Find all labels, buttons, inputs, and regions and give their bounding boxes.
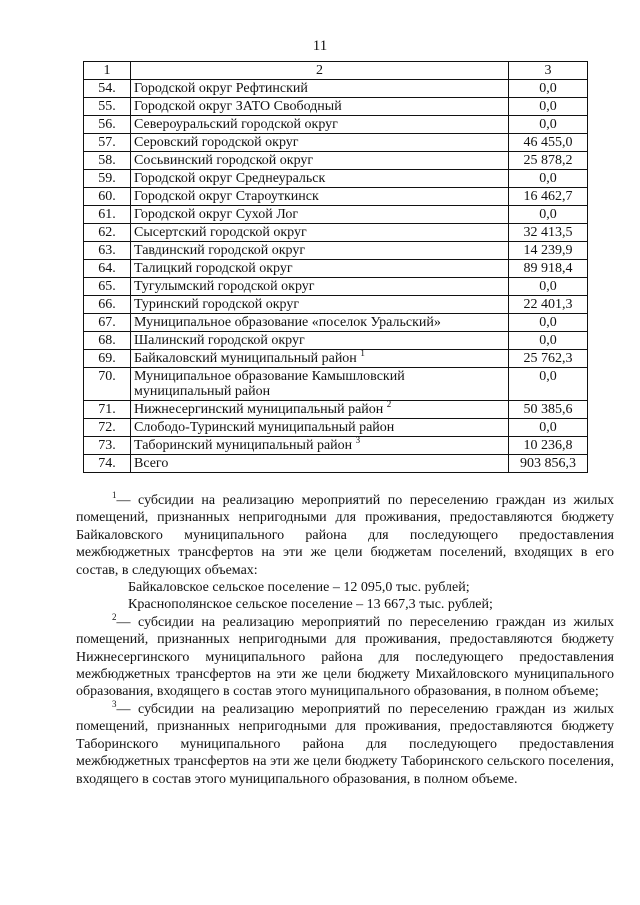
row-municipality (131, 224, 509, 242)
row-municipality-name: Городской округ Староуткинск (134, 189, 319, 204)
table-row (84, 419, 588, 437)
footnote-1 (76, 492, 614, 579)
row-municipality-name: Городской округ ЗАТО Свободный (134, 99, 342, 114)
row-footnote-mark: 2 (386, 399, 392, 409)
footnotes (76, 492, 614, 788)
row-number: 54. (84, 80, 131, 98)
row-number: 70. (84, 368, 131, 401)
table-row (84, 332, 588, 350)
row-number: 66. (84, 296, 131, 314)
table-row (84, 401, 588, 419)
row-footnote-mark: 1 (360, 348, 365, 358)
row-amount: 0,0 (509, 206, 588, 224)
row-amount: 32 413,5 (509, 224, 588, 242)
row-number: 62. (84, 224, 131, 242)
row-municipality-name: Тугулымский городской округ (134, 279, 315, 294)
row-amount: 14 239,9 (509, 242, 588, 260)
row-amount: 10 236,8 (509, 437, 588, 455)
row-amount: 50 385,6 (509, 401, 588, 419)
table-row (84, 242, 588, 260)
footnote-3 (76, 698, 614, 788)
row-amount: 0,0 (509, 419, 588, 437)
row-municipality (131, 419, 509, 437)
row-amount: 25 878,2 (509, 152, 588, 170)
footnote-3-text: — субсидии на реализацию мероприятий по переселению граждан из жилых помещений, признанных непригодными для проживания, предоставляются бюджету Таборинского муниципального района для последующего предоставления межбюджетных трансфертов на эти же цели бюджету Таборинского сельского поселения, входящего в состав этого муниципального образования, в полном объеме. (76, 701, 614, 787)
row-municipality (131, 401, 509, 419)
row-number: 65. (84, 278, 131, 296)
row-municipality (131, 152, 509, 170)
row-amount: 89 918,4 (509, 260, 588, 278)
row-municipality (131, 368, 509, 401)
row-municipality (131, 455, 509, 473)
row-amount: 0,0 (509, 332, 588, 350)
row-municipality (131, 80, 509, 98)
row-municipality (131, 278, 509, 296)
row-number: 59. (84, 170, 131, 188)
table-row (84, 206, 588, 224)
row-number: 60. (84, 188, 131, 206)
row-municipality-name: Байкаловский муниципальный район (134, 351, 357, 366)
table-row (84, 134, 588, 152)
page-number: 11 (312, 38, 328, 54)
row-number: 61. (84, 206, 131, 224)
row-amount: 16 462,7 (509, 188, 588, 206)
row-amount: 0,0 (509, 80, 588, 98)
footnote-mark-1: 1 (112, 490, 117, 500)
table-row (84, 170, 588, 188)
row-municipality-name: Талицкий городской округ (134, 261, 293, 276)
row-number: 71. (84, 401, 131, 419)
header-col-2: 2 (131, 62, 509, 80)
row-amount: 903 856,3 (509, 455, 588, 473)
table-row (84, 260, 588, 278)
row-number: 69. (84, 350, 131, 368)
table-row (84, 350, 588, 368)
row-municipality (131, 260, 509, 278)
row-municipality-name: Городской округ Сухой Лог (134, 207, 299, 222)
row-municipality (131, 98, 509, 116)
row-municipality-name: Таборинский муниципальный район (134, 438, 353, 453)
row-municipality (131, 350, 509, 368)
row-amount: 0,0 (509, 278, 588, 296)
row-number: 64. (84, 260, 131, 278)
row-municipality-name: Городской округ Среднеуральск (134, 171, 326, 186)
row-number: 58. (84, 152, 131, 170)
footnote-mark-2: 2 (112, 611, 117, 622)
row-number: 55. (84, 98, 131, 116)
row-municipality (131, 314, 509, 332)
row-municipality-name: Слободо-Туринский муниципальный район (134, 420, 395, 435)
footnote-mark-3: 3 (112, 698, 117, 709)
table-row (84, 80, 588, 98)
row-number: 57. (84, 134, 131, 152)
row-number: 72. (84, 419, 131, 437)
table-row (84, 314, 588, 332)
table-row (84, 278, 588, 296)
table-row (84, 116, 588, 134)
row-amount: 0,0 (509, 368, 588, 401)
row-municipality-name: Всего (134, 456, 169, 471)
row-municipality-name: Нижнесергинский муниципальный район (134, 402, 384, 417)
table-row (84, 152, 588, 170)
row-municipality-name: Муниципальное образование «поселок Уральский» (134, 315, 441, 330)
row-municipality-name: Сосьвинский городской округ (134, 153, 314, 168)
row-municipality-name: Туринский городской округ (134, 297, 300, 312)
row-municipality (131, 242, 509, 260)
row-amount: 0,0 (509, 98, 588, 116)
row-footnote-mark: 3 (355, 435, 361, 445)
table-row (84, 188, 588, 206)
subsidy-table (83, 61, 588, 473)
row-municipality-name: Шалинский городской округ (134, 333, 305, 348)
table-row (84, 224, 588, 242)
row-amount: 0,0 (509, 314, 588, 332)
row-municipality (131, 116, 509, 134)
row-amount: 0,0 (509, 170, 588, 188)
row-municipality-name: Муниципальное образование Камышловский муниципальный район (134, 369, 405, 399)
footnote-2 (76, 611, 614, 701)
row-municipality (131, 188, 509, 206)
table-row (84, 98, 588, 116)
row-number: 73. (84, 437, 131, 455)
row-municipality (131, 437, 509, 455)
row-number: 63. (84, 242, 131, 260)
header-col-1: 1 (84, 62, 131, 80)
row-municipality-name: Серовский городской округ (134, 135, 299, 150)
row-municipality (131, 134, 509, 152)
row-municipality-name: Городской округ Рефтинский (134, 81, 308, 96)
row-municipality-name: Сысертский городской округ (134, 225, 307, 240)
table-row (84, 455, 588, 473)
row-number: 74. (84, 455, 131, 473)
row-number: 67. (84, 314, 131, 332)
row-number: 68. (84, 332, 131, 350)
row-municipality-name: Североуральский городской округ (134, 117, 338, 132)
row-number: 56. (84, 116, 131, 134)
row-municipality (131, 332, 509, 350)
row-municipality (131, 206, 509, 224)
header-col-3: 3 (509, 62, 588, 80)
row-amount: 22 401,3 (509, 296, 588, 314)
table-header-row (84, 62, 588, 80)
table-row (84, 368, 588, 401)
row-amount: 0,0 (509, 116, 588, 134)
row-municipality (131, 296, 509, 314)
row-municipality-name: Тавдинский городской округ (134, 243, 306, 258)
table-row (84, 437, 588, 455)
row-amount: 46 455,0 (509, 134, 588, 152)
footnote-1-item-1: Байкаловское сельское поселение – 12 095,0 тыс. рублей; (128, 580, 470, 596)
table-row (84, 296, 588, 314)
footnote-1-text: — субсидии на реализацию мероприятий по переселению граждан из жилых помещений, признанных непригодными для проживания, предоставляются бюджету Байкаловского муниципального района для последующего предоставления межбюджетных трансфертов на эти же цели бюджетам поселений, входящих в его состав, в следующих объемах: (76, 493, 614, 578)
row-municipality (131, 170, 509, 188)
footnote-2-text: — субсидии на реализацию мероприятий по переселению граждан из жилых помещений, признанных непригодными для проживания, предоставляются бюджету Нижнесергинского муниципального района для последующего предоставления межбюджетных трансфертов на эти же цели бюджету Михайловского муниципального образования, входящего в состав этого муниципального образования, в полном объеме; (76, 614, 614, 700)
footnote-1-item-2: Краснополянское сельское поселение – 13 667,3 тыс. рублей; (128, 597, 493, 613)
row-amount: 25 762,3 (509, 350, 588, 368)
